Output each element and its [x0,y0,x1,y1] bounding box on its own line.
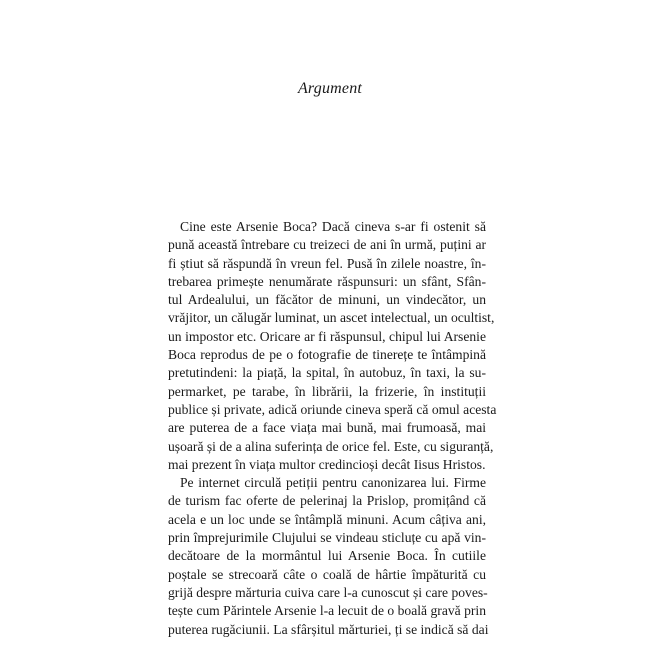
text-line: decătoare de la mormântul lui Arsenie Boca. În cutiile [168,548,486,564]
text-line: mai prezent în viața multor credincioși decât Iisus Hristos. [168,456,486,472]
text-line: trebarea primește nenumărate răspunsuri: un sfânt, Sfân- [168,273,486,289]
text-line: grijă despre mărturia cuiva care l-a cunoscut și care poves- [168,584,488,600]
text-line: de turism fac oferte de pelerinaj la Prislop, promițând că [168,493,486,509]
text-line: Pe internet circulă petiții pentru canonizarea lui. Firme [180,475,486,491]
text-line: pună această întrebare cu treizeci de ani în urmă, puțini ar [168,237,486,253]
text-line: pretutindeni: la piață, la spital, în autobuz, în taxi, la su- [168,365,486,381]
text-line: tul Ardealului, un făcător de minuni, un vindecător, un [168,292,486,308]
text-line: poștale se strecoară câte o coală de hârtie împăturită cu [168,566,486,582]
body-text [168,218,497,639]
text-line: fi știut să răspundă în vreun fel. Pusă în zilele noastre, în- [168,255,486,271]
paragraph-2 [168,474,489,639]
text-line: ușoară și de a alina suferința de orice fel. Este, cu siguranță, [168,438,494,454]
text-line: Cine este Arsenie Boca? Dacă cineva s-ar fi ostenit să [180,219,486,234]
text-line: tește cum Părintele Arsenie l-a lecuit de o boală gravă prin [168,603,486,619]
text-line: vrăjitor, un călugăr luminat, un ascet intelectual, un ocultist, [168,310,495,326]
text-line: un impostor etc. Oricare ar fi răspunsul, chipul lui Arsenie [168,328,486,344]
text-line: publice și private, adică oriunde cineva speră că omul acesta [168,401,497,417]
text-line: acela e un loc unde se întâmplă minuni. Acum câțiva ani, [168,511,486,527]
text-line: are puterea de a face viața mai bună, mai frumoasă, mai [168,420,486,436]
text-line: Boca reprodus de pe o fotografie de tinerețe te întâmpină [168,347,486,363]
chapter-title: Argument [297,80,363,97]
text-line: prin împrejurimile Clujului se vindeau sticluțe cu apă vin- [168,530,486,546]
paragraph-1 [168,218,497,474]
text-line: permarket, pe tarabe, în librării, la frizerie, în instituții [168,383,486,399]
text-line: puterea rugăciunii. La sfârșitul mărturiei, ți se indică să dai [168,621,489,637]
